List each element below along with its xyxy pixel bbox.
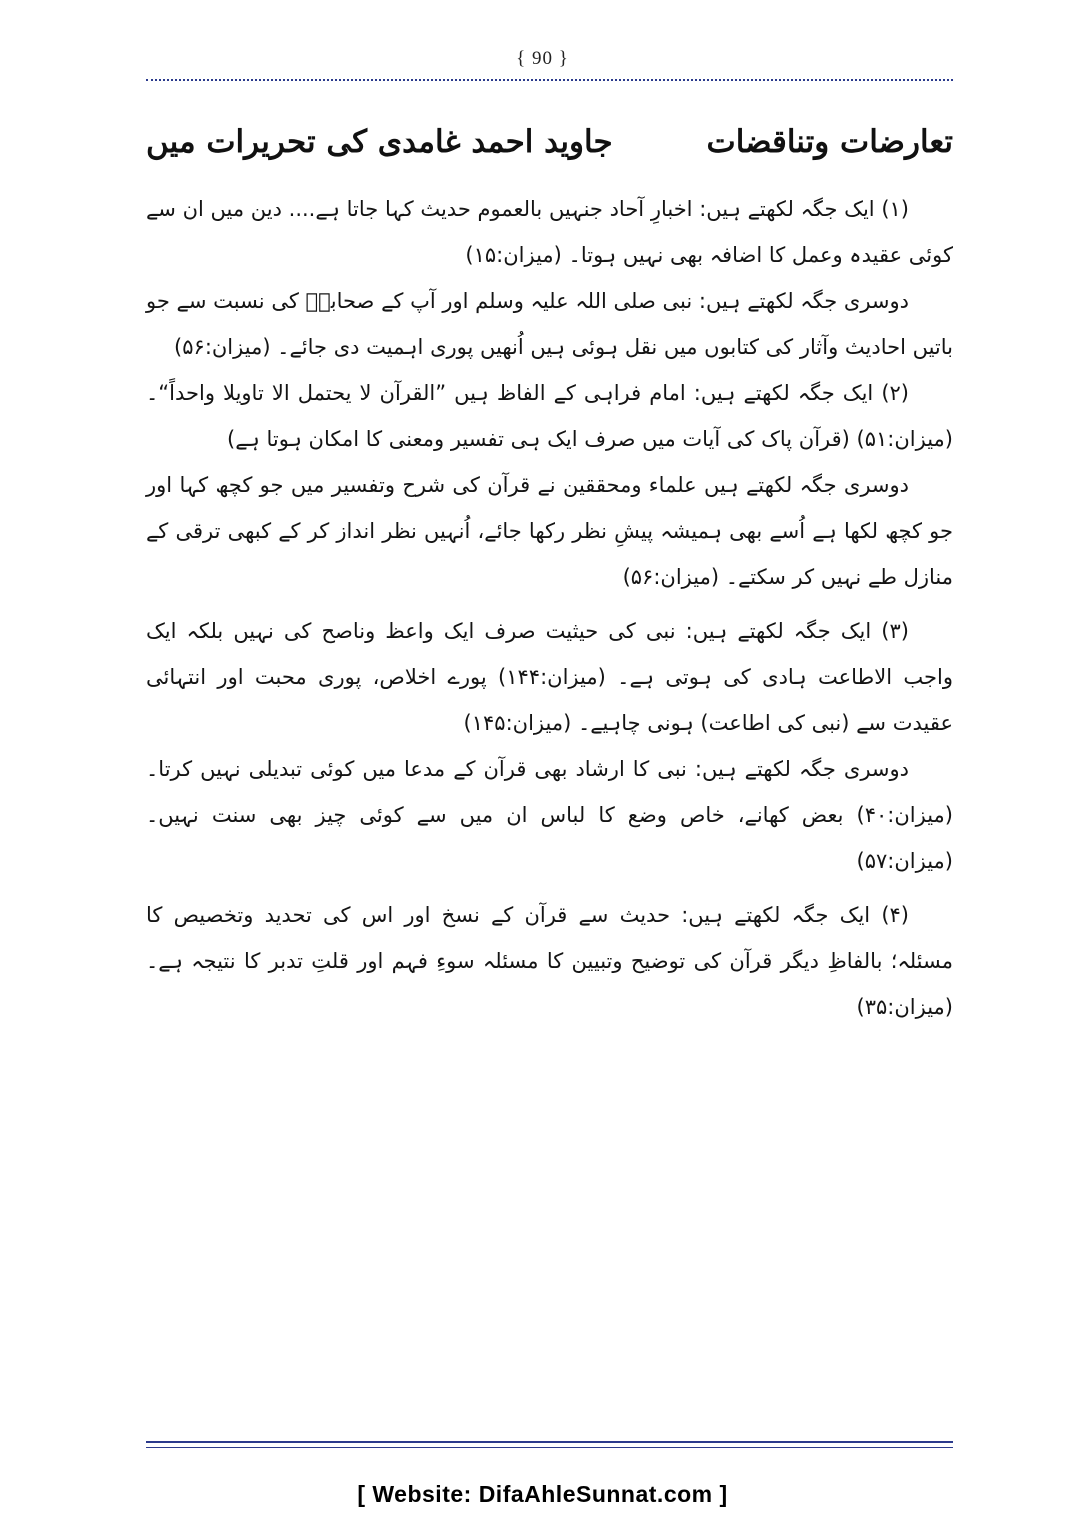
paragraph-3: (۲) ایک جگہ لکھتے ہیں: امام فراہی کے الفاظ ہیں ”القرآن لا یحتمل الا تاویلا واحداً“۔ (میزان:۵۱) (قرآن پاک کی آیات میں صرف ایک ہی تفسیر ومعنی کا امکان ہوتا ہے) — [146, 381, 953, 451]
paragraph-1: (۱) ایک جگہ لکھتے ہیں: اخبارِ آحاد جنہیں بالعموم حدیث کہا جاتا ہے.... دین میں ان سے کوئی عقیدہ وعمل کا اضافہ بھی نہیں ہوتا۔ (میزان:۱۵) — [146, 197, 953, 267]
paragraph-7: (۴) ایک جگہ لکھتے ہیں: حدیث سے قرآن کے نسخ اور اس کی تحدید وتخصیص کا مسئلہ؛ بالفاظِ دیگر قرآن کی توضیح وتبیین کا مسئلہ سوءِ فہم اور قلتِ تدبر کا نتیجہ ہے۔ (میزان:۳۵) — [146, 903, 953, 1019]
paragraph-4: دوسری جگہ لکھتے ہیں علماء ومحققین نے قرآن کی شرح وتفسیر میں جو کچھ کہا اور جو کچھ لکھا ہے اُسے بھی ہمیشہ پیشِ نظر رکھا جائے، اُنہیں نظر انداز کر کے کبھی ترقی کے منازل طے نہیں کر سکتے۔ (میزان:۵۶) — [146, 473, 953, 589]
website-footer: [ Website: DifaAhleSunnat.com ] — [357, 1481, 728, 1507]
heading-right: تعارضات وتناقضات — [706, 124, 953, 160]
article-body — [146, 186, 953, 1030]
bottom-double-rule — [146, 1441, 953, 1448]
paragraph-5: (۳) ایک جگہ لکھتے ہیں: نبی کی حیثیت صرف ایک واعظ وناصح کی نہیں بلکہ ایک واجب الاطاعت ہادی کی ہوتی ہے۔ (میزان:۱۴۴) پورے اخلاص، پوری محبت اور انتہائی عقیدت سے (نبی کی اطاعت) ہونی چاہیے۔ (میزان:۱۴۵) — [146, 619, 953, 735]
heading-left: جاوید احمد غامدی کی تحریرات میں — [146, 124, 613, 160]
top-dotted-rule — [146, 79, 953, 81]
page-heading — [146, 112, 953, 172]
paragraph-6: دوسری جگہ لکھتے ہیں: نبی کا ارشاد بھی قرآن کے مدعا میں کوئی تبدیلی نہیں کرتا۔ (میزان:۴۰) بعض کھانے، خاص وضع کا لباس ان میں سے کوئی چیز بھی سنت نہیں۔ (میزان:۵۷) — [146, 757, 953, 873]
paragraph-2: دوسری جگہ لکھتے ہیں: نبی صلی اللہ علیہ وسلم اور آپ کے صحابہؓ کی نسبت سے جو باتیں احادیث وآثار کی کتابوں میں نقل ہوئی ہیں اُنھیں پوری اہمیت دی جائے۔ (میزان:۵۶) — [146, 289, 953, 359]
page-number: { 90 } — [516, 48, 569, 69]
